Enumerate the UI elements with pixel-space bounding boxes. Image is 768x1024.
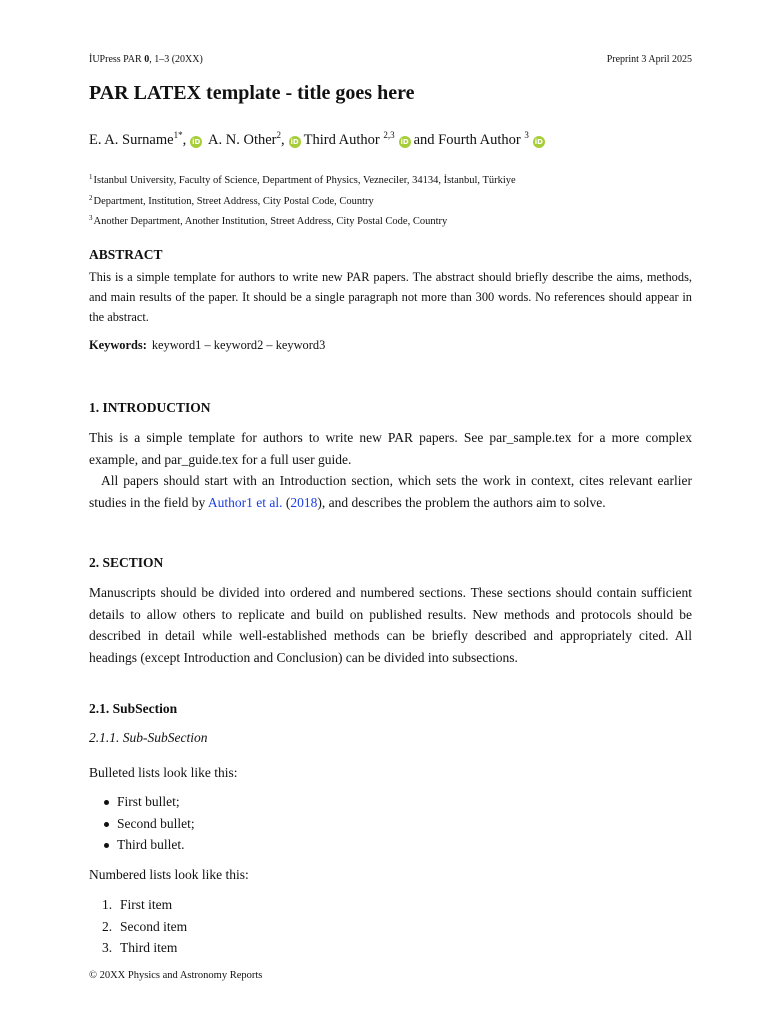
section-heading-introduction: 1. INTRODUCTION xyxy=(89,400,211,415)
citation-author-link[interactable]: Author1 et al. xyxy=(207,494,283,510)
author-list xyxy=(89,130,548,149)
author-4: and Fourth Author $^3$iD xyxy=(413,130,543,148)
keywords xyxy=(89,338,325,353)
bullet-icon xyxy=(104,843,109,848)
author-2: A. N. Other$^2$, iD xyxy=(208,130,299,148)
list-item: Second bullet; xyxy=(89,813,195,835)
list-item: Third bullet. xyxy=(89,834,195,856)
affiliations xyxy=(89,169,516,231)
subsection-heading: 2.1. SubSection xyxy=(89,701,178,716)
list-item: 2. Second item xyxy=(102,918,188,934)
author-3: Third Author $^{2,3}$iD xyxy=(303,130,409,148)
copyright-footer: © 20XX Physics and Astronomy Reports xyxy=(89,970,263,981)
bullet-list xyxy=(89,791,195,856)
journal-citation: İUPress PAR 0, 1–3 (20XX) xyxy=(89,54,203,65)
abstract-heading: ABSTRACT xyxy=(89,247,163,262)
preprint-date: Preprint 3 April 2025 xyxy=(606,54,692,65)
list-item: First bullet; xyxy=(89,791,195,813)
subsubsection-heading: 2.1.1. Sub-SubSection xyxy=(89,730,208,745)
introduction-body xyxy=(89,427,692,513)
intro-paragraph-2: All papers should start with an Introduction section, which sets the work in context, cites relevant earlier studies in the field by Author1 et al. (2018), and describes the problem the authors aim to solve. xyxy=(89,473,692,510)
section-heading-2: 2. SECTION xyxy=(89,555,164,570)
list-item: 3. Third item xyxy=(102,940,178,955)
section-2-paragraph: Manuscripts should be divided into ordered and numbered sections. These sections should contain sufficient details to allow others to replicate and build on published results. New methods and protocols should be described in detail while well-established methods can be briefly described and appropriately cited. All headings (except Introduction and Conclusion) can be divided into subsections. xyxy=(89,585,692,665)
intro-paragraph-1: This is a simple template for authors to write new PAR papers. See par_sample.tex for a more complex example, and par_guide.tex for a full user guide. xyxy=(89,430,692,467)
abstract-text: This is a simple template for authors to write new PAR papers. The abstract should briefly describe the aims, methods, and main results of the paper. It should be a single paragraph not more than 300 words. No references should appear in the abstract. xyxy=(89,270,692,324)
orcid-icon[interactable]: iD xyxy=(400,138,409,146)
affiliation-2: $^2$Department, Institution, Street Address, City Postal Code, Country xyxy=(89,193,374,207)
orcid-icon[interactable]: iD xyxy=(534,138,543,146)
volume: 0 xyxy=(144,54,150,65)
citation-year-link[interactable]: 2018 xyxy=(290,494,318,510)
affiliation-3: $^3$Another Department, Another Institution, Street Address, City Postal Code, Country xyxy=(89,214,448,227)
bullet-icon xyxy=(104,800,109,805)
paper-title: PAR LATEX template - title goes here xyxy=(89,82,415,104)
list-item: 1. First item xyxy=(102,897,173,912)
orcid-icon[interactable]: iD xyxy=(290,138,299,146)
bullet-icon xyxy=(104,822,109,827)
numbered-list xyxy=(89,894,187,959)
affiliation-1: $^1$Istanbul University, Faculty of Science, Department of Physics, Vezneciler, 34134, İstanbul, Türkiye xyxy=(89,173,516,186)
bullet-list-intro: Bulleted lists look like this: xyxy=(89,765,238,780)
author-1: E. A. Surname$^{1*}$, iD xyxy=(89,130,201,148)
keywords-label: Keywords: xyxy=(89,338,147,352)
keywords-text: keyword1 – keyword2 – keyword3 xyxy=(151,338,326,352)
numbered-list-intro: Numbered lists look like this: xyxy=(89,867,249,882)
orcid-icon[interactable]: iD xyxy=(192,138,201,146)
